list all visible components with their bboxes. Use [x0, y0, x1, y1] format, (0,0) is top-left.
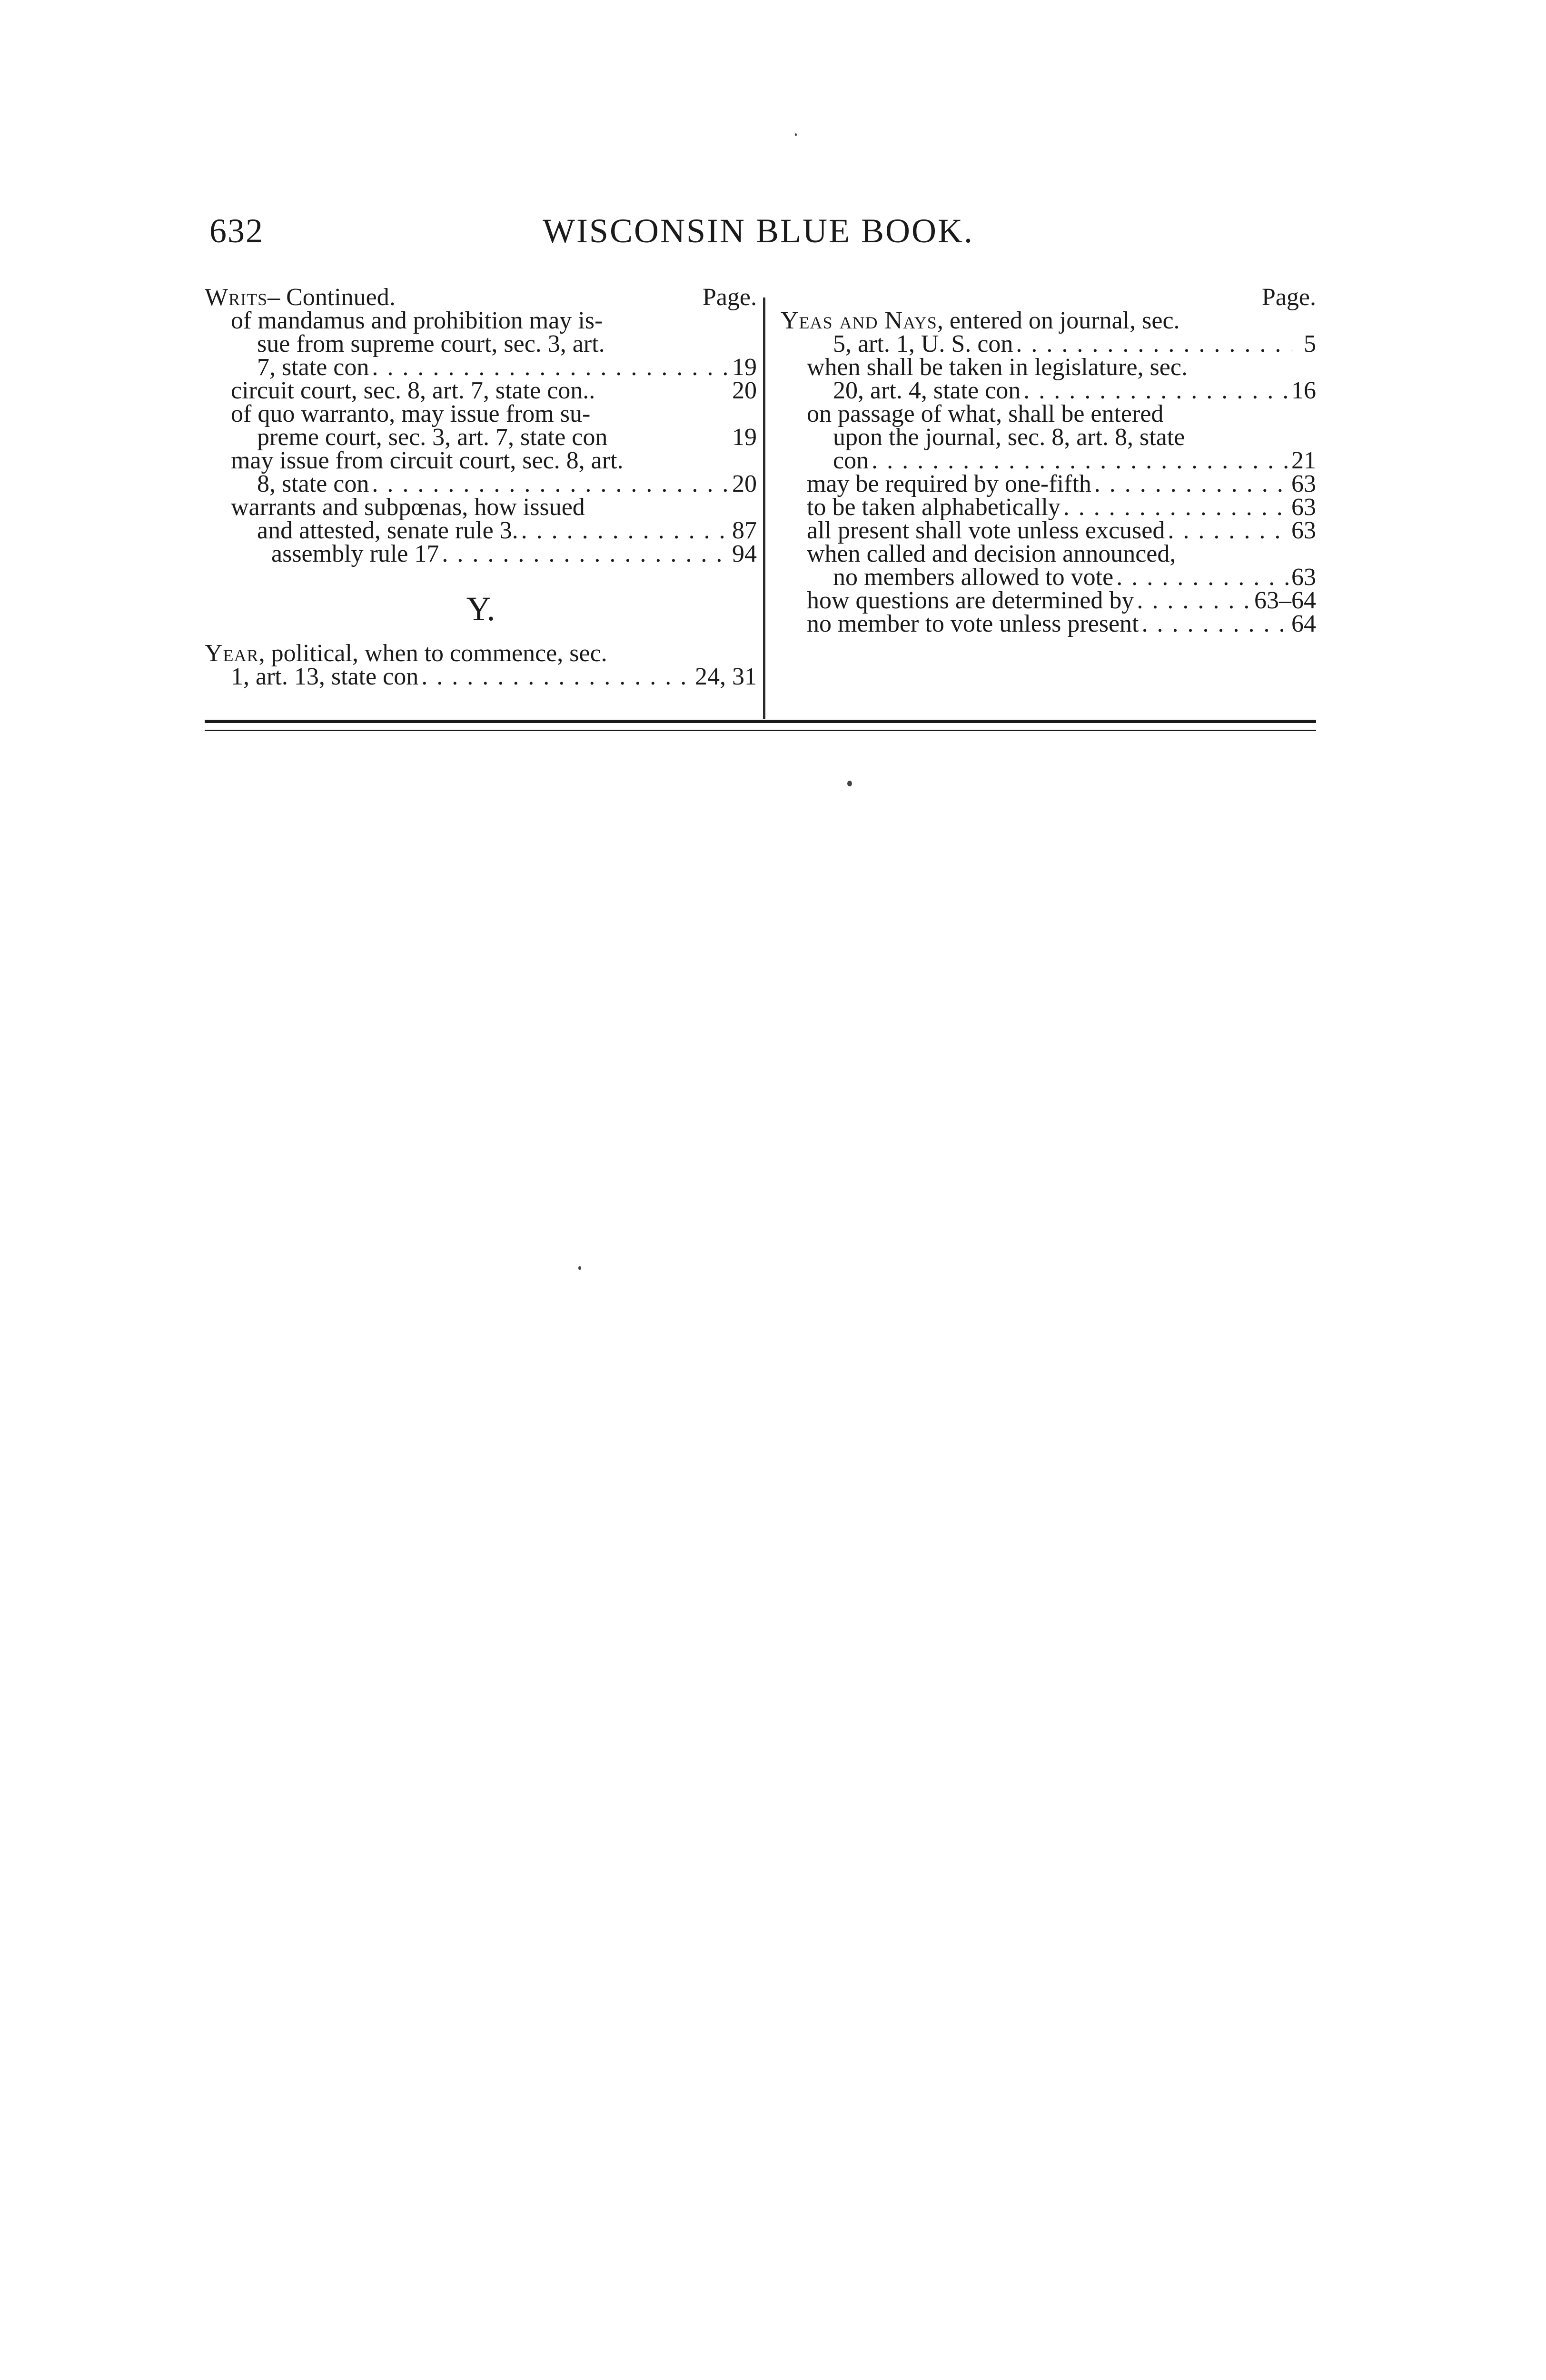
- index-entry-line: [781, 449, 1316, 472]
- entry-text: and attested, senate rule 3.: [257, 517, 518, 544]
- index-entry-line: [781, 332, 1316, 356]
- entry-text: upon the journal, sec. 8, art. 8, state: [833, 424, 1185, 451]
- index-column-right: [781, 286, 1316, 635]
- entry-page-ref: 16: [1291, 377, 1316, 404]
- entry-text: how questions are determined by: [807, 587, 1134, 614]
- entry-text: assembly rule 17: [271, 540, 439, 567]
- index-entry-line: [781, 496, 1316, 519]
- index-entry-line: [205, 356, 757, 379]
- entry-page-ref: 63–64: [1254, 587, 1316, 614]
- entry-text: all present shall vote unless excused: [807, 517, 1165, 544]
- entry-text: [781, 309, 1180, 332]
- dot-leader: [1113, 565, 1291, 589]
- index-entry-line: [781, 519, 1316, 542]
- dot-leader: [1013, 332, 1292, 356]
- dot-leader: [439, 542, 732, 565]
- entry-text: con: [833, 447, 869, 474]
- page-column-label: Page.: [702, 284, 757, 311]
- closing-rule-thick: [205, 720, 1316, 723]
- index-entry-year-line2: [205, 665, 757, 688]
- continued-heading-text: [205, 286, 396, 309]
- entry-page-ref: 19: [732, 424, 757, 451]
- entry-text: preme court, sec. 3, art. 7, state con: [257, 424, 608, 451]
- dot-leader: [1091, 472, 1291, 496]
- entry-text: 1, art. 13, state con: [231, 663, 419, 690]
- entry-page-ref: 63: [1291, 517, 1316, 544]
- entry-text: 5, art. 1, U. S. con: [833, 330, 1013, 357]
- entry-text: when called and decision announced,: [807, 540, 1176, 567]
- entry-page-ref: 64: [1291, 610, 1316, 637]
- section-letter-heading: Y.: [466, 590, 496, 628]
- entry-text: sue from supreme court, sec. 3, art.: [257, 330, 605, 357]
- entry-page-ref: 63: [1291, 470, 1316, 497]
- entry-text: no members allowed to vote: [833, 564, 1114, 591]
- dot-leader: [418, 665, 695, 688]
- entry-text: [205, 642, 607, 665]
- entry-page-ref: 63: [1291, 564, 1316, 591]
- index-entry-line: [205, 426, 757, 449]
- index-entry-line: [781, 379, 1316, 402]
- index-entry-line: [781, 542, 1316, 565]
- entry-text: warrants and subpœnas, how issued: [231, 494, 585, 521]
- entry-text: may be required by one-fifth: [807, 470, 1091, 497]
- entry-text: 7, state con: [257, 354, 369, 381]
- index-column-left: [205, 286, 757, 688]
- entry-text: on passage of what, shall be entered: [807, 400, 1164, 427]
- entry-page-ref: 20: [732, 470, 757, 497]
- entry-text: may issue from circuit court, sec. 8, art.: [231, 447, 624, 474]
- entry-text: 20, art. 4, state con: [833, 377, 1021, 404]
- left-entry-list: [205, 309, 757, 565]
- entry-page-ref: 24, 31: [695, 663, 757, 690]
- entry-page-ref: 21: [1291, 447, 1316, 474]
- index-entry-line: [205, 472, 757, 496]
- index-entry-line: [205, 379, 757, 402]
- heading-suffix: – Continued.: [268, 284, 396, 311]
- column-divider: [763, 298, 765, 719]
- dot-leader: [1165, 519, 1291, 542]
- index-entry-line: [205, 402, 757, 426]
- index-entry-line: [781, 426, 1316, 449]
- index-entry-line: [781, 565, 1316, 589]
- dot-leader: [518, 519, 732, 542]
- scan-speck: [578, 1266, 581, 1270]
- index-entry-line: [781, 472, 1316, 496]
- scan-speck: [847, 781, 852, 786]
- index-entry-yeas-head: [781, 309, 1316, 332]
- running-title: WISCONSIN BLUE BOOK.: [543, 212, 974, 250]
- index-entry-line: [205, 542, 757, 565]
- entry-page-ref: 87: [732, 517, 757, 544]
- dot-leader: [369, 472, 732, 496]
- entry-text: of quo warranto, may issue from su-: [231, 400, 591, 427]
- entry-page-ref: 20: [732, 377, 757, 404]
- dot-leader: [1139, 612, 1291, 635]
- dot-leader: [1021, 379, 1291, 402]
- heading-rest: , entered on journal, sec.: [937, 307, 1180, 334]
- dot-leader: [369, 356, 732, 379]
- entry-text: of mandamus and prohibition may is-: [231, 307, 603, 334]
- scan-speck: [795, 133, 797, 136]
- continued-heading: [205, 286, 757, 309]
- heading-word-yeas-and-nays: Yeas and Nays: [781, 307, 937, 334]
- heading-word-writs: Writs: [205, 284, 268, 311]
- entry-text: to be taken alphabetically: [807, 494, 1060, 521]
- heading-rest: , political, when to commence, sec.: [258, 640, 607, 667]
- index-entry-line: [781, 356, 1316, 379]
- index-entry-line: [205, 309, 757, 332]
- index-entry-year-head: [205, 642, 757, 665]
- index-entry-line: [205, 496, 757, 519]
- page-column-label: Page.: [1261, 284, 1316, 311]
- entry-text: when shall be taken in legislature, sec.: [807, 354, 1188, 381]
- index-entry-line: [205, 519, 757, 542]
- dot-leader: [1134, 589, 1254, 612]
- entry-page-ref: 63: [1291, 494, 1316, 521]
- dot-leader: [869, 449, 1291, 472]
- entry-text: 8, state con: [257, 470, 369, 497]
- entry-page-ref: 5: [1304, 330, 1316, 357]
- page-header: [209, 209, 1323, 252]
- entry-page-ref: 19: [732, 354, 757, 381]
- entry-text: no member to vote unless present: [807, 610, 1139, 637]
- entry-page-ref: 94: [732, 540, 757, 567]
- dot-leader: [1060, 496, 1291, 519]
- index-entry-line: [781, 612, 1316, 635]
- index-entry-line: [205, 449, 757, 472]
- page-number: 632: [209, 212, 264, 250]
- index-entry-line: [205, 332, 757, 356]
- right-entry-list: [781, 332, 1316, 635]
- index-entry-line: [781, 589, 1316, 612]
- closing-rule-thin: [205, 730, 1316, 731]
- heading-word-year: Year: [205, 640, 259, 667]
- entry-text: circuit court, sec. 8, art. 7, state con..: [231, 377, 595, 404]
- index-entry-line: [781, 402, 1316, 426]
